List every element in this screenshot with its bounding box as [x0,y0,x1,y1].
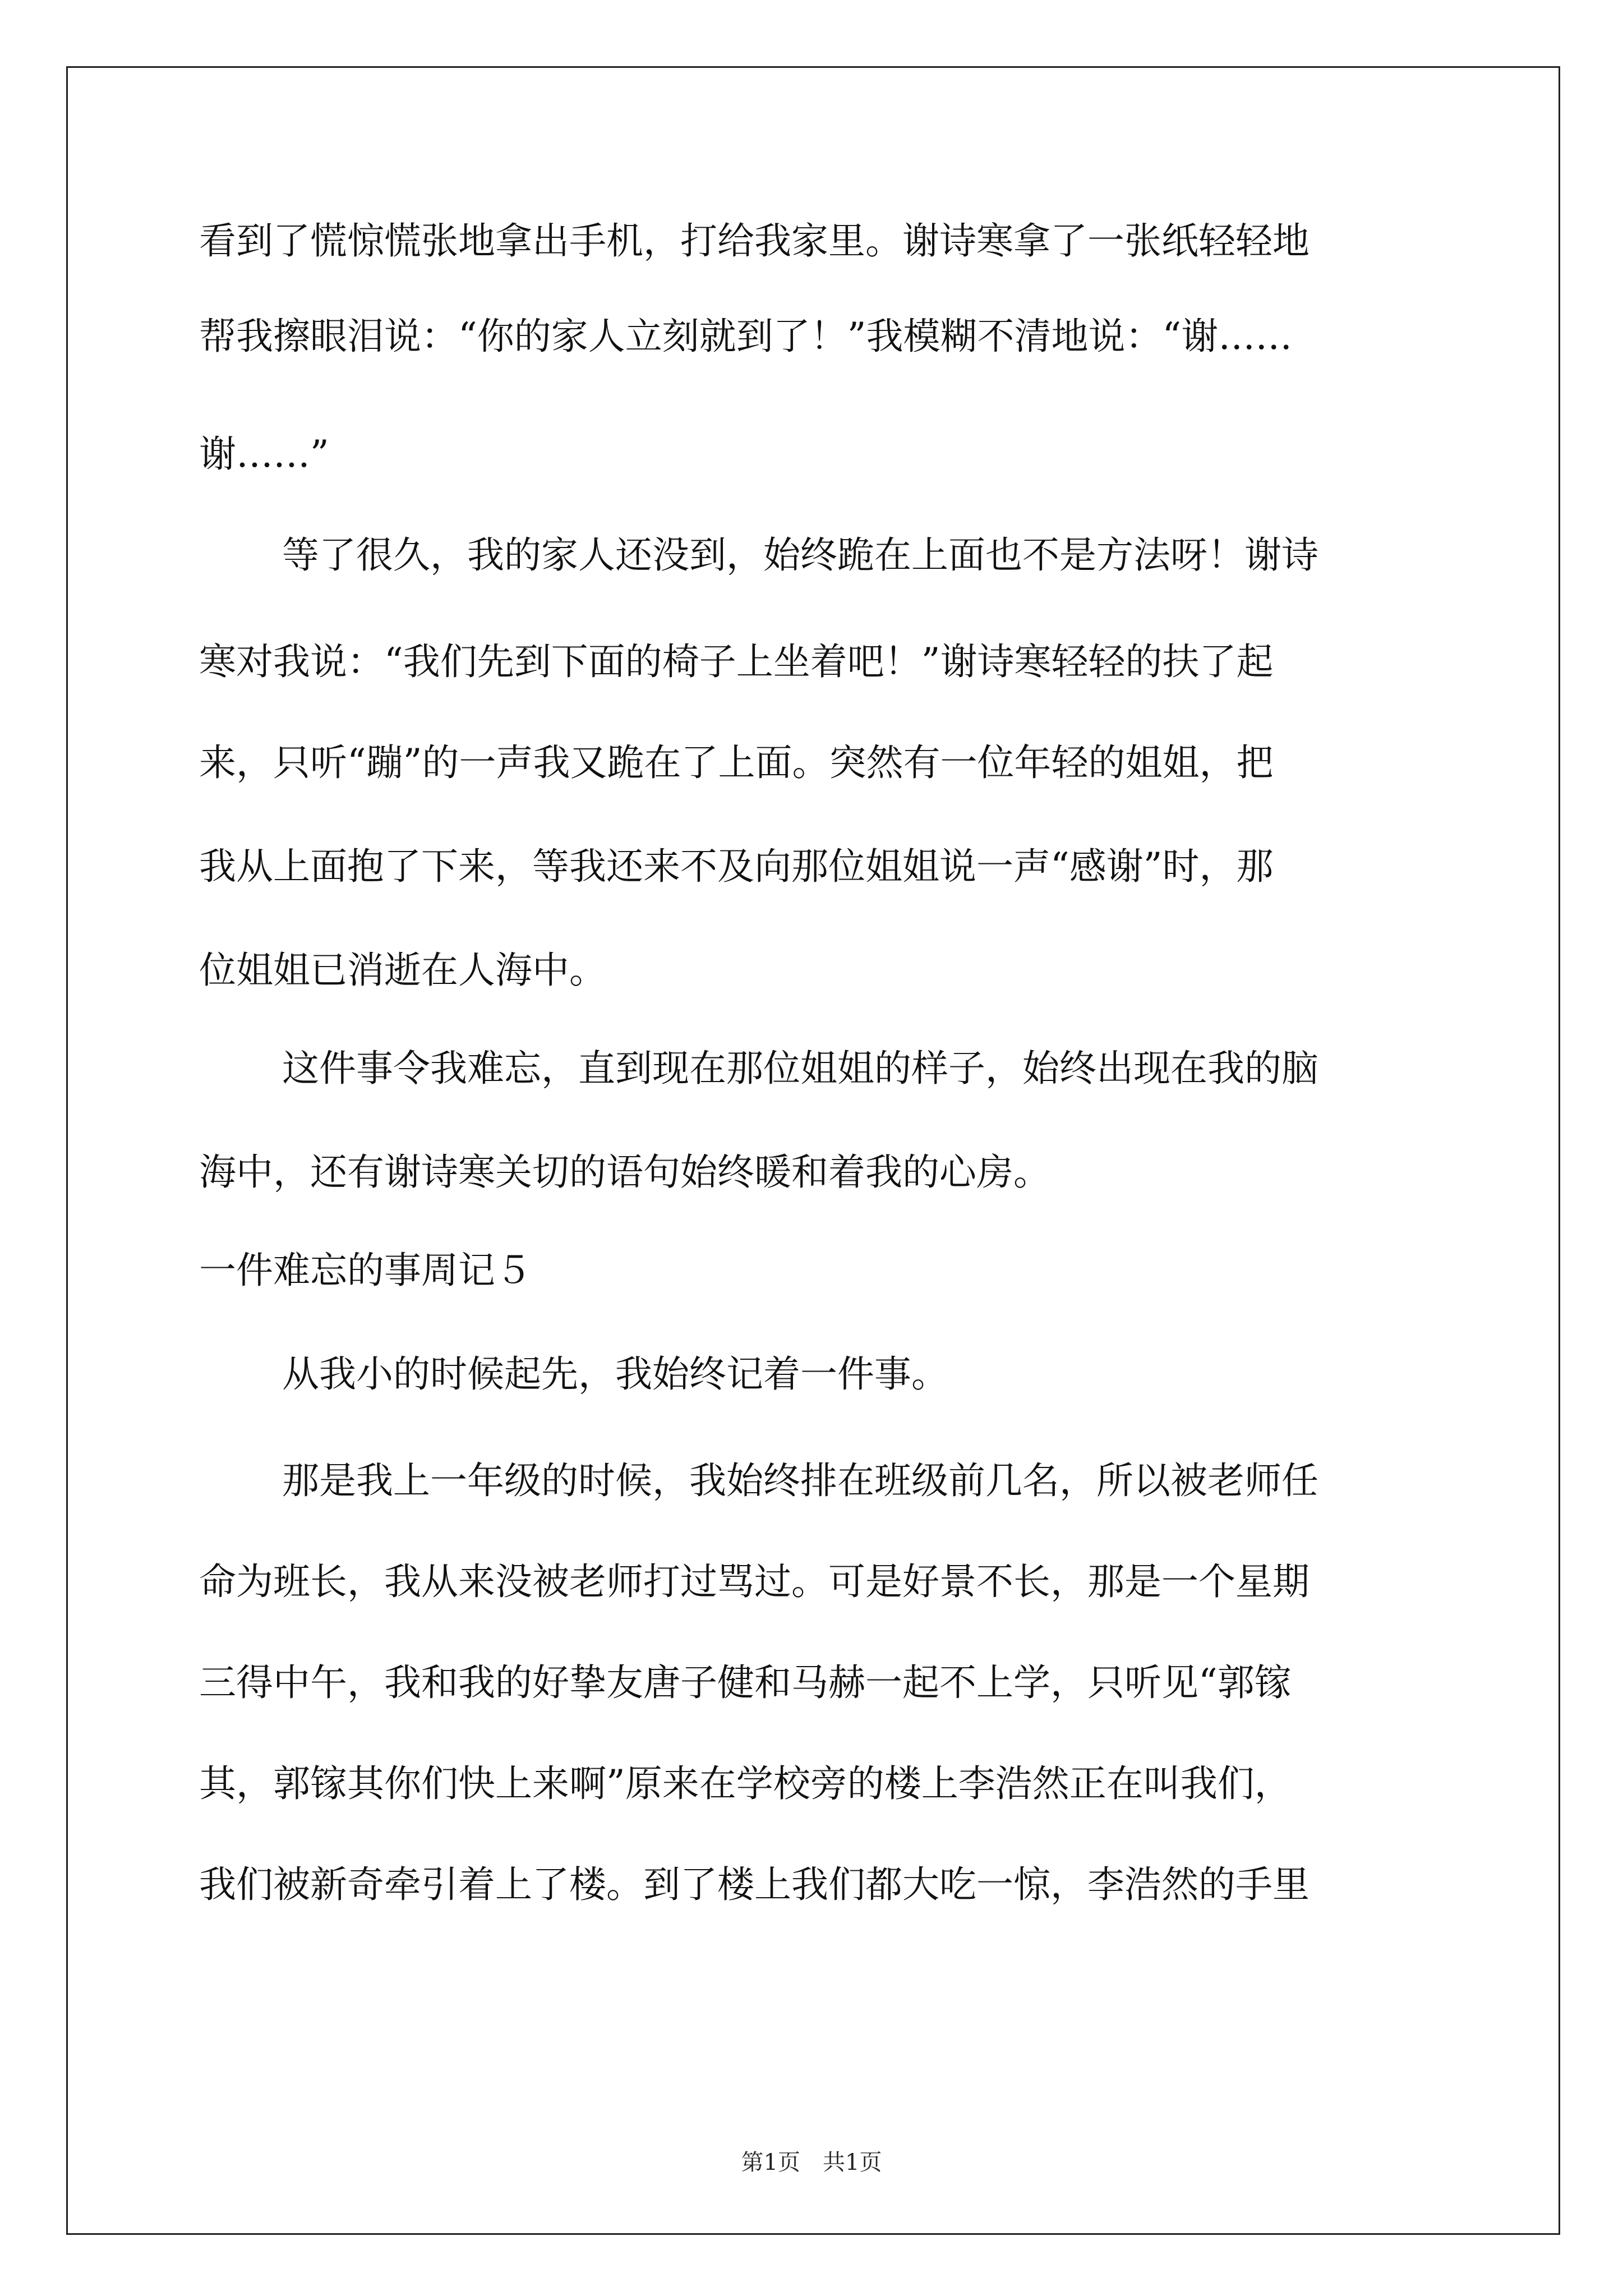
text-line: 等了很久，我的家人还没到，始终跪在上面也不是方法呀！谢诗 [282,533,1318,577]
text-line: 寒对我说：“我们先到下面的椅子上坐着吧！”谢诗寒轻轻的扶了起 [199,640,1274,683]
text-line: 谢……” [199,432,329,476]
text-line: 三得中午，我和我的好挚友唐子健和马赫一起不上学，只听见“郭镓 [199,1661,1292,1704]
text-line: 我从上面抱了下来，等我还来不及向那位姐姐说一声“感谢”时，那 [199,845,1274,888]
text-line: 看到了慌惊慌张地拿出手机，打给我家里。谢诗寒拿了一张纸轻轻地 [199,219,1310,263]
text-line: 其，郭镓其你们快上来啊”原来在学校旁的楼上李浩然正在叫我们， [199,1762,1292,1805]
text-line: 海中，还有谢诗寒关切的语句始终暖和着我的心房。 [199,1151,1050,1194]
text-line: 我们被新奇牵引着上了楼。到了楼上我们都大吃一惊，李浩然的手里 [199,1863,1310,1906]
text-line: 这件事令我难忘，直到现在那位姐姐的样子，始终出现在我的脑 [282,1047,1318,1090]
page-footer: 第1页 共1页 [741,2150,882,2175]
text-line: 从我小的时候起先，我始终记着一件事。 [282,1352,948,1396]
text-line: 位姐姐已消逝在人海中。 [199,949,606,992]
text-line: 帮我擦眼泪说：“你的家人立刻就到了！”我模糊不清地说：“谢…… [199,315,1293,358]
text-line: 来，只听“蹦”的一声我又跪在了上面。突然有一位年轻的姐姐，把 [199,741,1274,784]
text-line: 那是我上一年级的时候，我始终排在班级前几名，所以被老师任 [282,1459,1318,1502]
text-line: 命为班长，我从来没被老师打过骂过。可是好景不长，那是一个星期 [199,1560,1310,1603]
section-heading: 一件难忘的事周记５ [199,1249,532,1292]
